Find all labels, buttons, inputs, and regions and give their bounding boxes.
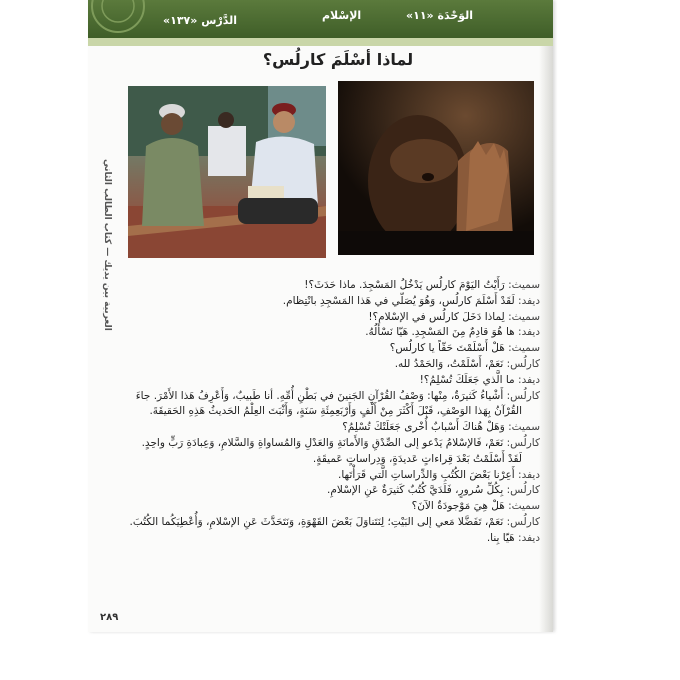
header-band [88, 0, 553, 38]
unit-label: الوَحْدَة «١١» [406, 9, 474, 22]
lesson-label: الدَّرْس «١٣٧» [163, 14, 237, 27]
dialogue-line: ديفد: لَقَدْ أَسْلَمَ كارلُس، وَهُوَ يُصَلّي في هَذا المَسْجِدِ بانْتِظام. [282, 294, 540, 307]
topic-label: الإسْلام [322, 9, 362, 22]
header-band-lower [88, 38, 553, 46]
page-curl-shadow [539, 0, 553, 632]
textbook-page [88, 0, 553, 632]
prayer-photo-drawing [338, 81, 534, 255]
dialogue-line: ديفد: أَعِرْنا بَعْضَ الكُتُبِ وَالدِّراساتِ الَّتي قَرَأْتَها. [338, 468, 540, 481]
book-spine-label: العربية بين يديك — كتاب الطالب الثاني [102, 159, 112, 331]
dialogue-line: سميث: وَهَلْ هُناكَ أَسْبابٌ أُخْرى جَعَلَتْكَ تُسْلِمُ؟ [342, 421, 540, 434]
dialogue-line: سميث: لِماذا دَخَلَ كارلُس في الإسْلام؟! [368, 310, 540, 323]
mosque-photo [128, 86, 326, 258]
dialogue-line: لَقَدْ أَسْلَمْتُ بَعْدَ قِراءاتٍ عَديدَةٍ، وَدِراساتٍ عَميقَةٍ. [312, 452, 522, 465]
dialogue-line: القُرْآنُ بِهَذا الوَصْفِ، قَبْلَ أَكْثَرَ مِنْ أَلْفٍ وَأَرْبَعِمِئَةِ سَنَةٍ، وَأَثْبَتَ العِلْمُ الحَديثُ هَذِهِ الحَقيقَةَ. [149, 405, 522, 418]
page-title: لماذا أسْلَمَ كارلُس؟ [262, 50, 414, 69]
dialogue-line: كارلُس: نَعَمْ، تَفَضَّلا مَعي إلى البَيْتِ؛ لِنَتَناوَلَ بَعْضَ القَهْوَةِ، وَنَتَحَدَّثَ عَنِ الإسْلامِ، وَأُعْطِيَكُما الكُتُبَ. [129, 515, 540, 528]
mosque-photo-drawing [128, 86, 326, 258]
dialogue-line: كارلُس: نَعَمْ، فَالإسْلامُ يَدْعو إلى الصِّدْقِ وَالأَمانَةِ وَالعَدْلِ وَالمُساواةِ وَالسَّلامِ، وَعِبادَةِ رَبٍّ واحِدٍ. [141, 436, 540, 449]
dialogue-line: سميث: رَأَيْتُ اليَوْمَ كارلُس يَدْخُلُ المَسْجِدَ. ماذا حَدَثَ؟! [304, 279, 540, 291]
prayer-photo [338, 81, 534, 255]
dialogue-line: سميث: هَلْ هِيَ مَوْجودَةٌ الآنَ؟ [411, 500, 540, 513]
page-number: ٢٨٩ [100, 612, 119, 623]
dialogue-line: سميث: هَلْ أَسْلَمْتَ حَقّاً يا كارلُس؟ [389, 342, 540, 355]
dialogue-line: ديفد: هَيّا بِنا. [486, 531, 540, 544]
dialogue-line: ديفد: ما الَّذي جَعَلَكَ تُسْلِمُ؟! [419, 373, 540, 386]
header-pattern [88, 0, 553, 38]
dialogue-line: كارلُس: نَعَمْ، أَسْلَمْتُ، وَالحَمْدُ لله. [394, 357, 540, 370]
dialogue-block [118, 278, 540, 547]
dialogue-line: ديفد: ها هُوَ قادِمٌ مِنَ المَسْجِدِ. هَيّا نَسْأَلُهُ. [365, 326, 540, 339]
dialogue-line: كارلُس: بِكُلِّ سُرورٍ، فَلَدَيَّ كُتُبٌ كَثيرَةٌ عَنِ الإسْلامِ. [327, 484, 540, 497]
dialogue-line: كارلُس: أَشْياءُ كَثيرَةٌ، مِنْها: وَصْفُ القُرْآنِ الجَنينَ في بَطْنِ أُمِّهِ. أنا طَبيبٌ، وَأَعْرِفُ هَذا الأَمْرَ. جاءَ [135, 389, 540, 402]
